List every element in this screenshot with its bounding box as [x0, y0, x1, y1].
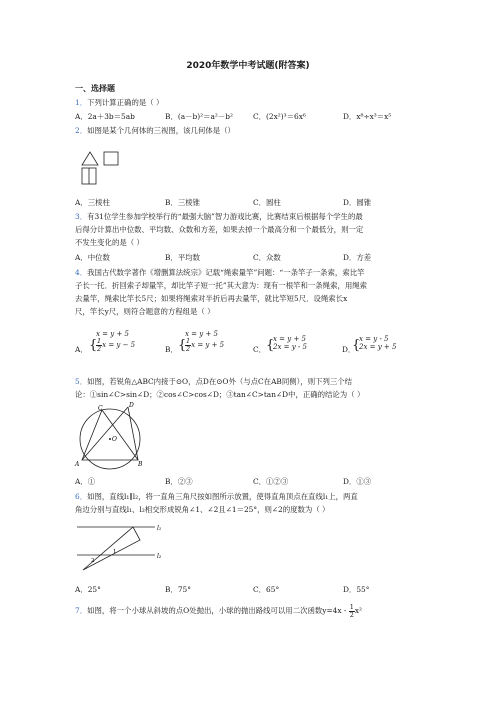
label-d: D	[129, 402, 134, 409]
label-c: C	[98, 405, 103, 412]
option-a: A．①	[75, 477, 96, 486]
question-text: 如图，直线l₁∥l₂，将一直角三角尺按如图所示放置，使得直角顶点在直线l₁上，两直	[87, 492, 358, 501]
option-d-label: D．	[342, 345, 356, 354]
option-b: B．三棱锥	[165, 198, 200, 207]
option-d: D．x⁸÷x³＝x⁵	[343, 112, 392, 121]
question-number: 3．	[75, 212, 88, 221]
question-5-line-2: 论：①sin∠C>sin∠D；②cos∠C>cos∠D；③tan∠C>tan∠D中，正确的结论为（ ）	[75, 390, 365, 399]
question-text: 如图，将一个小球从斜坡的点O处抛出，小球的抛出路线可以用二次函数y=4x -	[87, 606, 347, 615]
question-number: 1．	[75, 98, 88, 107]
option-c: C．①②③	[253, 477, 289, 486]
angle-2-label: 2	[91, 558, 95, 564]
question-2	[75, 126, 235, 136]
question-6-line-1	[75, 492, 358, 502]
question-text: 如图是某个几何体的三视图，该几何体是（）	[87, 126, 235, 135]
document-title: 2020年数学中考试题(附答案)	[186, 61, 310, 71]
question-4-line-4: 尺，竿长y尺，则符合题意的方程组是（ ）	[75, 307, 215, 316]
option-d: D．①③	[343, 477, 372, 486]
option-d: D．圆锥	[343, 198, 372, 207]
fraction-half: $\frac{1}{2}$	[349, 603, 354, 619]
option-c-label: C．	[253, 345, 267, 354]
question-number: 2．	[75, 126, 88, 135]
option-b: B．75°	[165, 585, 191, 594]
question-text: 如图，若锐角△ABC内接于⊙O，点D在⊙O外（与点C在AB同侧），则下列三个结	[87, 377, 353, 386]
option-c: C．圆柱	[253, 198, 281, 207]
angle-1-label: 1	[113, 549, 117, 555]
question-3-line-1	[75, 212, 363, 222]
option-d: D．55°	[343, 585, 370, 594]
option-c: C．65°	[253, 585, 280, 594]
option-a: A．2a＋3b＝5ab	[75, 112, 135, 121]
question-number: 5．	[75, 377, 88, 386]
circle-figure	[74, 403, 154, 473]
label-l2: l₂	[157, 553, 162, 560]
option-b: B．平均数	[165, 253, 200, 262]
option-c-system: x = y + 5 2x = y - 5	[273, 335, 307, 352]
option-a: A．中位数	[75, 253, 110, 262]
option-c: C．众数	[253, 253, 281, 262]
question-number: 6．	[75, 492, 88, 501]
question-4-line-1	[75, 268, 365, 278]
option-a: A．25°	[75, 585, 101, 594]
question-text: 有31位学生参加学校举行的“最强大脑”智力游戏比赛，比赛结束后根据每个学生的最	[87, 212, 363, 221]
option-d: D．方差	[343, 253, 372, 262]
question-1	[75, 98, 163, 108]
option-c: C．(2x²)³＝6x⁶	[253, 112, 306, 121]
label-b: B	[138, 461, 143, 468]
option-a-system: x = y + 5 $\frac{1}{2}$ x = y − 5	[96, 330, 136, 353]
question-6-line-2: 角边分别与直线l₁、l₂相交形成锐角∠1、∠2且∠1＝25°，则∠2的度数为（ ）	[75, 505, 330, 514]
question-number: 7．	[75, 606, 88, 615]
question-5-line-1	[75, 377, 352, 387]
triangle-view	[82, 152, 98, 165]
question-4-line-3: 去量竿，绳索比竿长5尺；如果将绳索对半折后再去量竿，就比竿短5尺．设绳索长x	[75, 294, 348, 303]
option-b-system: x = y + 5 $\frac{1}{2}$ x = y + 5	[185, 330, 225, 353]
option-a: A．三棱柱	[75, 198, 110, 207]
question-text: 下列计算正确的是（ ）	[87, 98, 164, 107]
square-view	[104, 152, 118, 165]
option-a-label: A．	[75, 345, 88, 354]
parallel-lines-figure	[75, 522, 175, 577]
section-heading: 一、选择题	[75, 84, 115, 93]
option-d-system: x = y - 5 2x = y + 5	[359, 335, 397, 352]
question-4-line-2: 子长一托．折回索子却量竿，却比竿子短一托”其大意为：现有一根竿和一条绳索，用绳索	[75, 281, 368, 290]
label-l1: l₁	[157, 525, 162, 532]
question-3-line-3: 不发生变化的是（ ）	[75, 238, 144, 247]
option-b: B．②③	[165, 477, 193, 486]
question-text: 我国古代数学著作《增删算法统宗》记载“绳索量竿”问题：“一条竿子一条索，索比竿	[87, 268, 365, 277]
question-number: 4．	[75, 268, 88, 277]
question-3-line-2: 后得分计算出中位数、平均数、众数和方差，如果去掉一个最高分和一个最低分，则一定	[75, 225, 364, 234]
label-a: A	[75, 461, 80, 468]
option-b-label: B．	[165, 345, 178, 354]
question-7: 7．如图，将一个小球从斜坡的点O处抛出，小球的抛出路线可以用二次函数y=4x - $\frac{1}{2}$ x²	[75, 603, 362, 619]
label-o: O	[112, 436, 117, 443]
three-view-figure	[80, 150, 130, 190]
option-b: B．(a－b)²＝a²－b²	[165, 112, 233, 121]
